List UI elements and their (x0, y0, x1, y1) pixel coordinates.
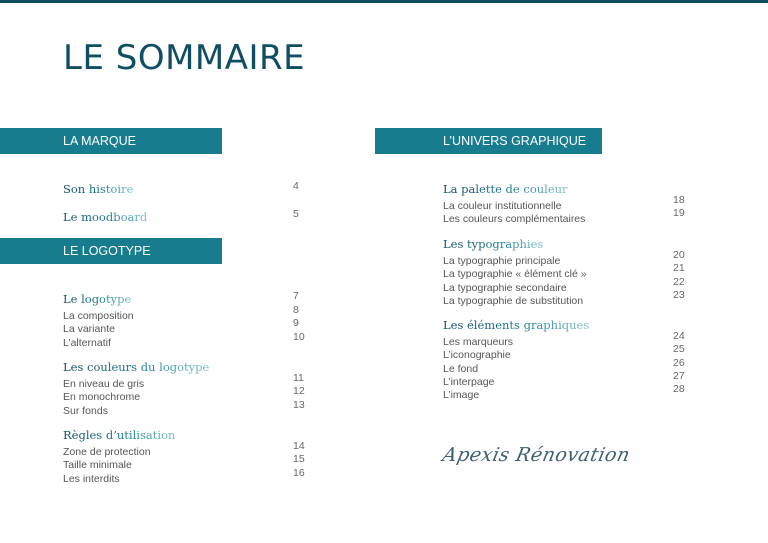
toc-item[interactable] (443, 356, 703, 375)
page-number: 4 (293, 180, 299, 192)
page-number: 11 (293, 372, 304, 384)
toc-item[interactable] (443, 249, 703, 267)
toc-item-label: L’iconographie (443, 349, 511, 362)
page-number: 15 (293, 453, 305, 466)
page-number: 27 (673, 369, 685, 382)
toc-heading: Les couleurs du logotype (63, 360, 210, 374)
section-palette-couleur (443, 178, 703, 226)
toc-heading: Les typographies (443, 237, 544, 251)
section-regles-utilisation (63, 424, 323, 485)
section-typographies (443, 233, 703, 307)
toc-heading-row (443, 314, 703, 330)
toc-item-label: Taille minimale (63, 459, 132, 472)
page-number: 19 (673, 207, 685, 220)
page-number: 5 (293, 208, 299, 220)
toc-entry-son-histoire[interactable] (63, 178, 323, 206)
toc-item[interactable] (63, 317, 323, 336)
toc-item[interactable] (443, 330, 703, 348)
toc-item-label: La couleur institutionnelle (443, 200, 562, 212)
toc-item-label: En niveau de gris (63, 378, 145, 390)
page-number: 26 (673, 356, 685, 369)
toc-heading: Son histoire (63, 182, 134, 196)
toc-heading: Les éléments graphiques (443, 318, 590, 332)
toc-item[interactable] (63, 466, 323, 485)
page-number: 14 (293, 440, 305, 452)
toc-heading-row (443, 233, 703, 249)
page-number: 8 (293, 304, 299, 316)
toc-item-label: L’interpage (443, 375, 495, 388)
section-elements-graphiques (443, 314, 703, 402)
toc-item[interactable] (63, 385, 323, 404)
toc-item-label: Sur fonds (63, 404, 108, 417)
section-couleurs-logotype (63, 356, 323, 417)
toc-item[interactable] (63, 440, 323, 458)
toc-item-label: La typographie principale (443, 255, 561, 267)
page-number: 9 (293, 317, 299, 330)
page-number: 10 (293, 330, 305, 343)
toc-item[interactable] (63, 453, 323, 472)
toc-heading: La palette de couleur (443, 182, 568, 196)
toc-item-label: L’image (443, 389, 480, 402)
toc-item-label: Zone de protection (63, 446, 151, 458)
brand-signature-logo: Apexis Rénovation (440, 444, 633, 466)
toc-item-label: Les marqueurs (443, 336, 514, 348)
page-title: LE SOMMAIRE (63, 38, 306, 78)
toc-item[interactable] (443, 369, 703, 388)
toc-heading-row (63, 356, 323, 372)
toc-item[interactable] (63, 330, 323, 349)
toc-entry-le-moodboard[interactable] (63, 206, 323, 222)
section-banner-la-marque: LA MARQUE (0, 128, 222, 154)
toc-item[interactable] (443, 288, 703, 307)
section-banner-univers-graphique: L’UNIVERS GRAPHIQUE (375, 128, 602, 154)
toc-item[interactable] (63, 398, 323, 417)
page-number: 13 (293, 398, 305, 411)
toc-item[interactable] (443, 343, 703, 362)
toc-item[interactable] (63, 304, 323, 322)
toc-heading-row (443, 178, 703, 194)
toc-heading: Règles d’utilisation (63, 428, 176, 442)
page-number: 18 (673, 194, 685, 206)
page-number: 16 (293, 466, 305, 479)
page-number: 24 (673, 330, 685, 342)
toc-item-label: La composition (63, 310, 134, 322)
toc-item-label: L’alternatif (63, 336, 111, 349)
toc-item-label: Le fond (443, 362, 479, 375)
page-number: 22 (673, 275, 685, 288)
toc-item-label: Les interdits (63, 472, 120, 485)
toc-heading: Le logotype (63, 292, 132, 306)
toc-item[interactable] (443, 275, 703, 294)
section-le-logotype (63, 288, 323, 349)
page-number: 25 (673, 343, 685, 356)
toc-item-label: La typographie secondaire (443, 281, 567, 294)
page-number: 23 (673, 288, 685, 301)
page-number: 21 (673, 262, 685, 275)
toc-item-label: Les couleurs complémentaires (443, 213, 586, 226)
page-number: 28 (673, 383, 685, 396)
toc-item-label: En monochrome (63, 391, 141, 404)
section-la-marque (63, 178, 323, 222)
toc-item[interactable] (443, 262, 703, 281)
page-number: 20 (673, 249, 685, 261)
toc-entry-le-logotype[interactable] (63, 288, 323, 304)
toc-item-label: La typographie « élément clé » (443, 268, 587, 281)
toc-heading: Le moodboard (63, 210, 148, 224)
toc-item-label: La typographie de substitution (443, 294, 584, 307)
page-number: 12 (293, 385, 305, 398)
section-banner-le-logotype: LE LOGOTYPE (0, 238, 222, 264)
toc-item[interactable] (443, 383, 703, 402)
toc-item[interactable] (443, 207, 703, 226)
toc-item-label: La variante (63, 323, 115, 336)
page-number: 7 (293, 290, 299, 302)
toc-item[interactable] (63, 372, 323, 390)
toc-item[interactable] (443, 194, 703, 212)
toc-heading-row (63, 424, 323, 440)
top-accent-bar (0, 0, 768, 3)
